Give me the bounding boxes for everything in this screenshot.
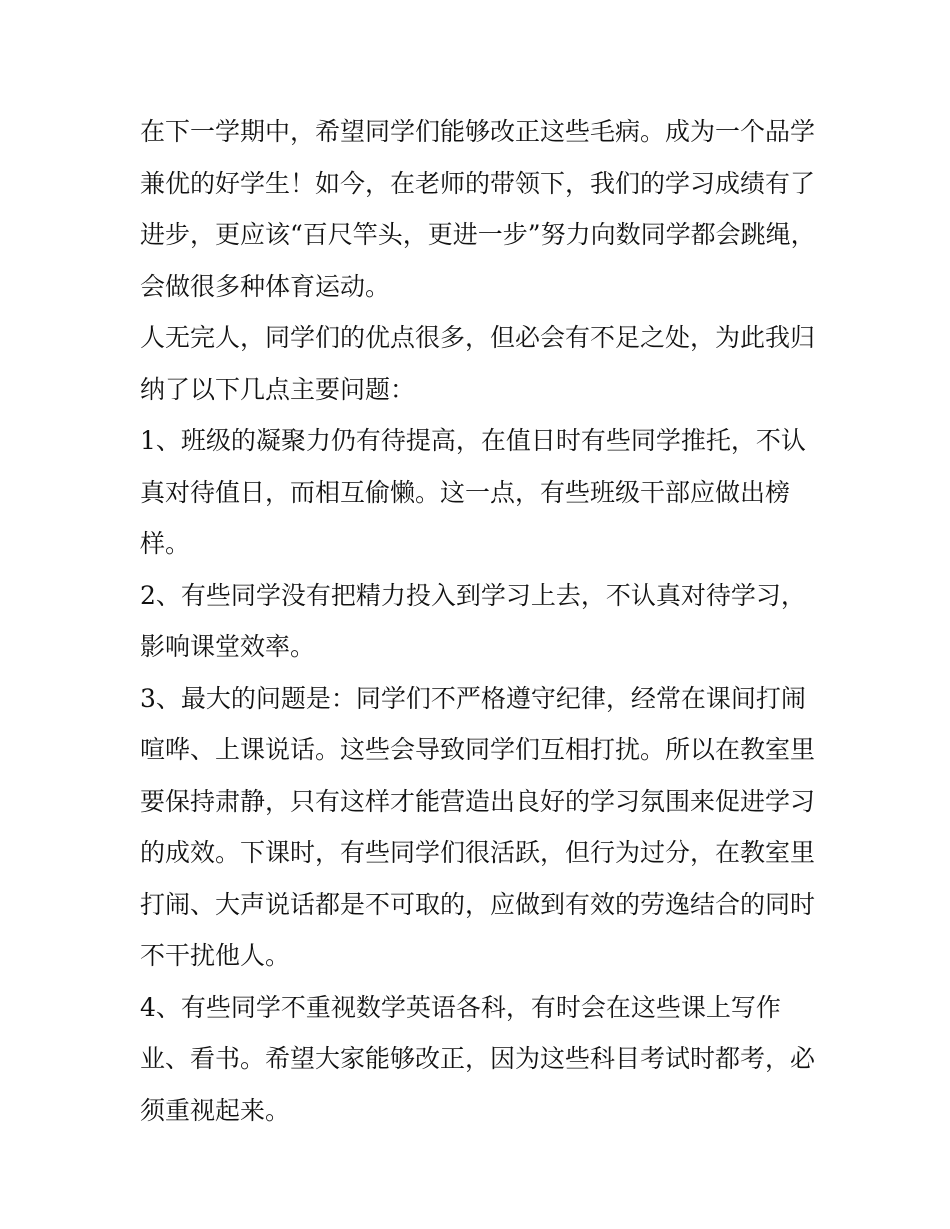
text-line: 要保持肃静，只有这样才能营造出良好的学习氛围来促进学习 <box>140 786 816 816</box>
document-body <box>140 106 815 1136</box>
text-line: 须重视起来。 <box>140 1095 291 1125</box>
text-line: 不干扰他人。 <box>140 941 291 970</box>
text-line: 喧哗、上课说话。这些会导致同学们互相打扰。所以在教室里 <box>140 735 816 764</box>
paragraph-closing-hopes <box>140 106 815 312</box>
text-line: 真对待值日，而相互偷懒。这一点，有些班级干部应做出榜 <box>140 477 791 507</box>
paragraph-problems-intro <box>140 312 815 415</box>
text-line: 影响课堂效率。 <box>140 632 316 661</box>
list-item-problem-1 <box>140 415 815 570</box>
text-line: 人无完人，同学们的优点很多，但必会有不足之处，为此我归 <box>140 323 816 352</box>
text-line: 2、有些同学没有把精力投入到学习上去，不认真对待学习， <box>140 580 806 610</box>
list-item-problem-3 <box>140 673 815 982</box>
text-line: 纳了以下几点主要问题： <box>140 374 416 404</box>
text-line: 会做很多种体育运动。 <box>140 271 391 301</box>
text-line: 业、看书。希望大家能够改正，因为这些科目考试时都考，必 <box>140 1044 816 1073</box>
list-item-problem-4 <box>140 982 815 1137</box>
text-line: 在下一学期中，希望同学们能够改正这些毛病。成为一个品学 <box>140 117 816 146</box>
text-line: 样。 <box>140 529 191 558</box>
text-line: 1、班级的凝聚力仍有待提高，在值日时有些同学推托，不认 <box>140 426 806 455</box>
text-line: 的成效。下课时，有些同学们很活跃，但行为过分，在教室里 <box>140 838 816 867</box>
text-line: 兼优的好学生！如今，在老师的带领下，我们的学习成绩有了 <box>140 168 816 198</box>
text-line: 4、有些同学不重视数学英语各科，有时会在这些课上写作 <box>140 992 781 1022</box>
text-line: 进步，更应该“百尺竿头，更进一步”努力向数同学都会跳绳， <box>140 220 816 249</box>
text-line: 打闹、大声说话都是不可取的，应做到有效的劳逸结合的同时 <box>140 889 816 919</box>
text-line: 3、最大的问题是：同学们不严格遵守纪律，经常在课间打闹 <box>140 683 806 713</box>
list-item-problem-2 <box>140 570 815 673</box>
